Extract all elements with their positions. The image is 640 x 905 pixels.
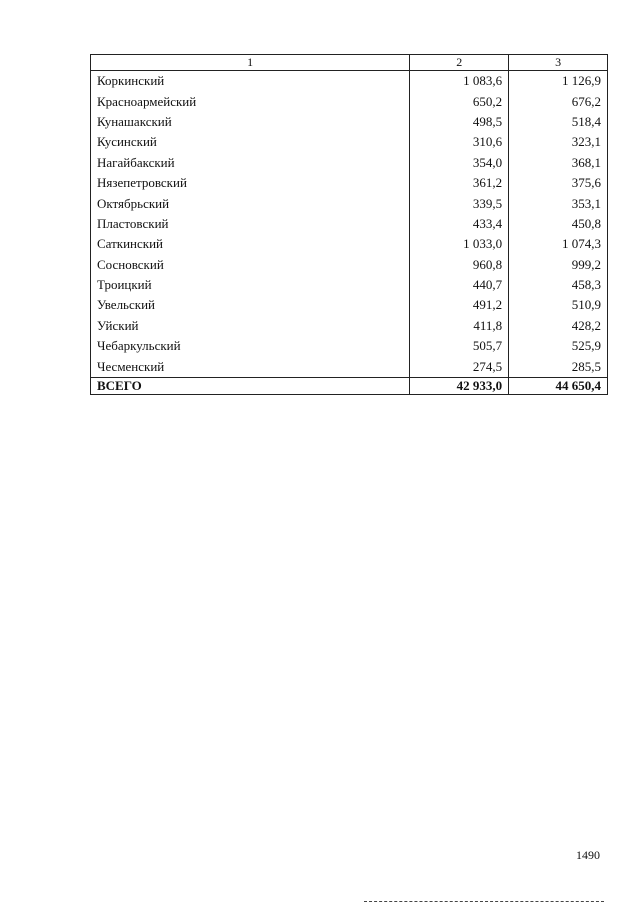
value-col-2: 650,2: [410, 91, 509, 111]
district-name: Чебаркульский: [91, 336, 410, 356]
table-row: [91, 214, 608, 234]
table-row: [91, 356, 608, 377]
table-row: [91, 255, 608, 275]
value-col-3: 458,3: [509, 275, 608, 295]
table-row: [91, 173, 608, 193]
value-col-2: 960,8: [410, 255, 509, 275]
table-row: [91, 234, 608, 254]
header-col-3: 3: [509, 55, 608, 71]
value-col-3: 353,1: [509, 193, 608, 213]
table-row: [91, 336, 608, 356]
value-col-3: 1 126,9: [509, 71, 608, 92]
value-col-2: 1 033,0: [410, 234, 509, 254]
value-col-2: 361,2: [410, 173, 509, 193]
value-col-2: 491,2: [410, 295, 509, 315]
value-col-3: 518,4: [509, 112, 608, 132]
district-name: Красноармейский: [91, 91, 410, 111]
value-col-3: 428,2: [509, 316, 608, 336]
value-col-3: 525,9: [509, 336, 608, 356]
table-row: [91, 193, 608, 213]
total-row: [91, 377, 608, 394]
table-row: [91, 153, 608, 173]
value-col-2: 411,8: [410, 316, 509, 336]
value-col-2: 354,0: [410, 153, 509, 173]
value-col-3: 375,6: [509, 173, 608, 193]
value-col-2: 440,7: [410, 275, 509, 295]
district-name: Сосновский: [91, 255, 410, 275]
header-col-1: 1: [91, 55, 410, 71]
district-name: Октябрьский: [91, 193, 410, 213]
total-col-2: 42 933,0: [410, 377, 509, 394]
table-body: [91, 71, 608, 395]
value-col-2: 1 083,6: [410, 71, 509, 92]
table-header: [91, 55, 608, 71]
value-col-3: 323,1: [509, 132, 608, 152]
district-name: Чесменский: [91, 356, 410, 377]
value-col-3: 450,8: [509, 214, 608, 234]
district-name: Пластовский: [91, 214, 410, 234]
value-col-2: 339,5: [410, 193, 509, 213]
value-col-2: 498,5: [410, 112, 509, 132]
bottom-rule: [364, 901, 604, 902]
district-name: Нязепетровский: [91, 173, 410, 193]
total-col-3: 44 650,4: [509, 377, 608, 394]
table-row: [91, 71, 608, 92]
table-row: [91, 316, 608, 336]
value-col-2: 310,6: [410, 132, 509, 152]
budget-table: [90, 54, 608, 395]
value-col-2: 274,5: [410, 356, 509, 377]
value-col-2: 505,7: [410, 336, 509, 356]
total-label: ВСЕГО: [91, 377, 410, 394]
header-row: [91, 55, 608, 71]
page-number: 1490: [576, 848, 600, 862]
value-col-2: 433,4: [410, 214, 509, 234]
value-col-3: 368,1: [509, 153, 608, 173]
district-name: Кусинский: [91, 132, 410, 152]
header-col-2: 2: [410, 55, 509, 71]
district-name: Саткинский: [91, 234, 410, 254]
district-name: Коркинский: [91, 71, 410, 92]
value-col-3: 510,9: [509, 295, 608, 315]
district-name: Нагайбакский: [91, 153, 410, 173]
district-name: Уйский: [91, 316, 410, 336]
district-name: Кунашакский: [91, 112, 410, 132]
value-col-3: 1 074,3: [509, 234, 608, 254]
value-col-3: 999,2: [509, 255, 608, 275]
value-col-3: 676,2: [509, 91, 608, 111]
table-row: [91, 91, 608, 111]
table-row: [91, 275, 608, 295]
table-row: [91, 132, 608, 152]
table-row: [91, 295, 608, 315]
district-name: Увельский: [91, 295, 410, 315]
value-col-3: 285,5: [509, 356, 608, 377]
district-name: Троицкий: [91, 275, 410, 295]
table-row: [91, 112, 608, 132]
